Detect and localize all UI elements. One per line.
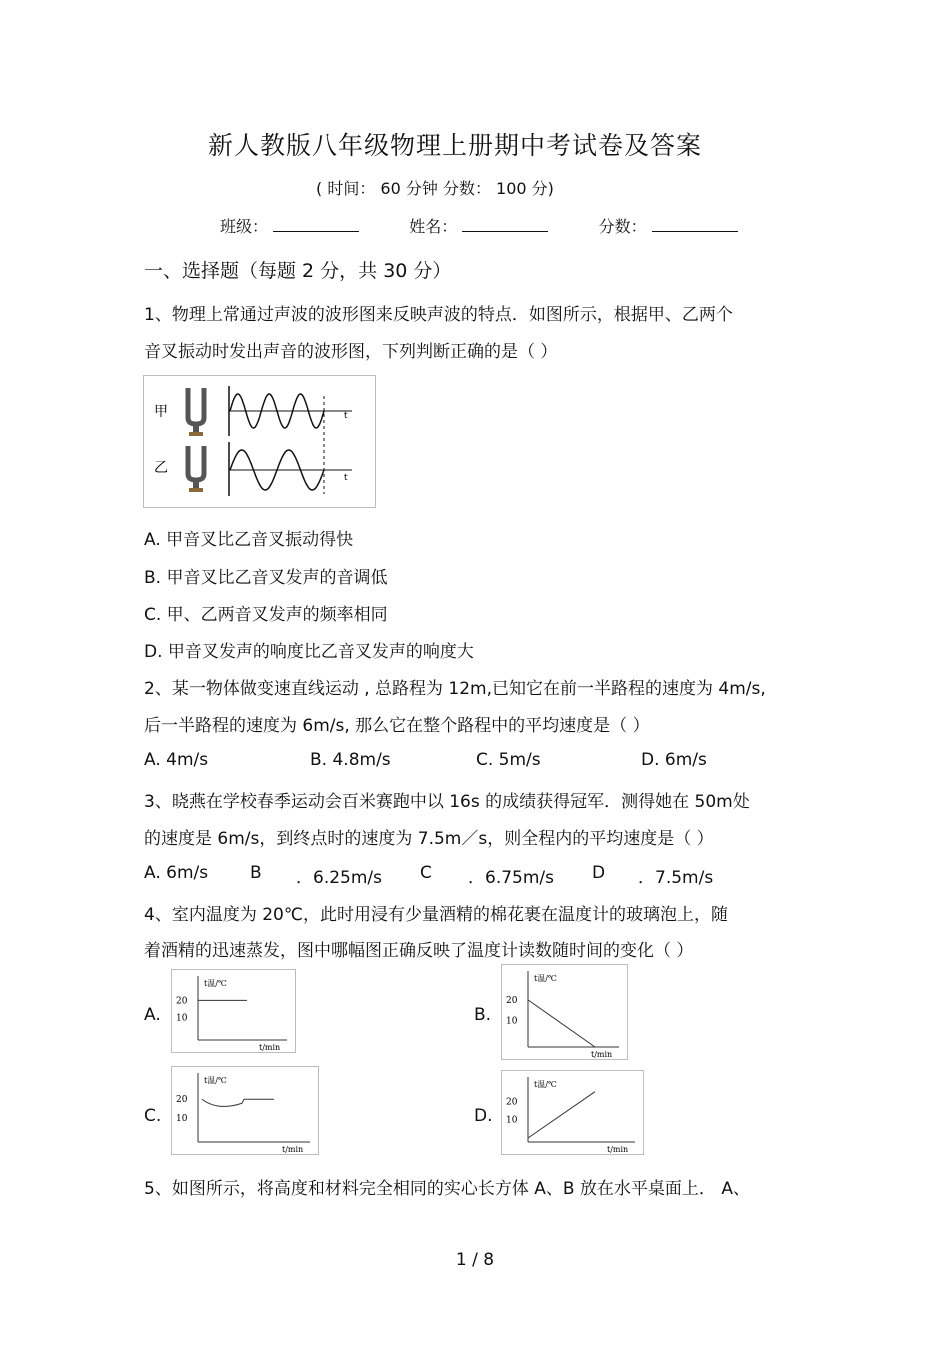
q3-option-b-value[interactable]: ．6.25m/s (296, 868, 382, 888)
temperature-curve (202, 1099, 274, 1106)
tick-20: 20 (506, 1097, 518, 1108)
y-axis-label: t温/℃ (534, 974, 557, 983)
question-5-line-1: 5、如图所示，将高度和材料完全相同的实心长方体 A、B 放在水平桌面上． A、 (144, 1179, 750, 1199)
x-axis-label: t/min (607, 1145, 629, 1154)
tick-20: 20 (176, 996, 188, 1007)
q2-option-c[interactable]: C. 5m/s (476, 750, 541, 770)
name-blank[interactable] (462, 217, 548, 232)
x-axis-label: t/min (282, 1145, 304, 1154)
svg-text:t: t (344, 473, 348, 483)
q2-option-b[interactable]: B. 4.8m/s (310, 750, 391, 770)
q4-option-c-label[interactable]: C. (144, 1106, 162, 1126)
tick-20: 20 (176, 1095, 188, 1106)
question-2-line-2: 后一半路程的速度为 6m/s, 那么它在整个路程中的平均速度是（ ） (144, 716, 650, 736)
score-blank[interactable] (652, 217, 738, 232)
class-blank[interactable] (273, 217, 359, 232)
tuning-fork-waveform-figure (143, 375, 376, 508)
q3-option-b-letter[interactable]: B (250, 863, 262, 883)
q3-option-c-letter[interactable]: C (420, 863, 432, 883)
q4-option-b-label[interactable]: B. (474, 1005, 492, 1025)
q4-graph-b[interactable] (501, 964, 628, 1060)
page-title: 新人教版八年级物理上册期中考试卷及答案 (207, 131, 702, 160)
temperature-curve (528, 1092, 595, 1138)
svg-text:t: t (344, 411, 348, 421)
q3-option-c-value[interactable]: ．6.75m/s (468, 868, 554, 888)
q3-option-d-value[interactable]: ．7.5m/s (638, 868, 714, 888)
tuning-fork-icon (188, 388, 204, 436)
student-info-row (220, 214, 738, 237)
q1-option-d[interactable]: D. 甲音叉发声的响度比乙音叉发声的响度大 (144, 642, 474, 662)
q4-graph-c[interactable] (171, 1066, 319, 1155)
q1-option-b[interactable]: B. 甲音叉比乙音叉发声的音调低 (144, 568, 388, 588)
q1-option-a[interactable]: A. 甲音叉比乙音叉振动得快 (144, 530, 354, 550)
page-number: 1 / 8 (455, 1250, 495, 1270)
q4-graph-d[interactable] (501, 1070, 644, 1155)
class-label: 班级： (220, 217, 269, 236)
tick-10: 10 (176, 1113, 188, 1124)
question-3-line-2: 的速度是 6m/s，到终点时的速度为 7.5m／s，则全程内的平均速度是（ ） (144, 829, 714, 849)
label-jia: 甲 (154, 404, 168, 420)
q1-option-c[interactable]: C. 甲、乙两音叉发声的频率相同 (144, 605, 388, 625)
exam-info: ( 时间： 60 分钟 分数： 100 分) (316, 179, 554, 198)
temperature-curve (528, 1000, 595, 1047)
tick-10: 10 (506, 1115, 518, 1126)
tick-10: 10 (506, 1016, 518, 1027)
q4-option-d-label[interactable]: D. (474, 1106, 493, 1126)
question-4-line-2: 着酒精的迅速蒸发，图中哪幅图正确反映了温度计读数随时间的变化（ ） (144, 941, 694, 961)
question-4-line-1: 4、室内温度为 20℃，此时用浸有少量酒精的棉花裹在温度计的玻璃泡上，随 (144, 905, 728, 925)
label-yi: 乙 (154, 460, 168, 476)
tick-10: 10 (176, 1013, 188, 1024)
y-axis-label: t温/℃ (534, 1080, 557, 1089)
x-axis-label: t/min (259, 1043, 281, 1052)
q2-option-d[interactable]: D. 6m/s (641, 750, 707, 770)
y-axis-label: t温/℃ (204, 1076, 227, 1085)
name-label: 姓名： (409, 217, 458, 236)
tick-20: 20 (506, 995, 518, 1006)
y-axis-label: t温/℃ (204, 979, 227, 988)
question-3-line-1: 3、晓燕在学校春季运动会百米赛跑中以 16s 的成绩获得冠军．测得她在 50m处 (144, 792, 750, 812)
x-axis-label: t/min (591, 1050, 613, 1059)
q3-option-d-letter[interactable]: D (592, 863, 606, 883)
score-label: 分数： (598, 217, 647, 236)
question-2-line-1: 2、某一物体做变速直线运动 , 总路程为 12m,已知它在前一半路程的速度为 4m/s, (144, 679, 766, 699)
q4-option-a-label[interactable]: A. (144, 1005, 161, 1025)
question-1-line-2: 音叉振动时发出声音的波形图，下列判断正确的是（ ） (144, 342, 558, 362)
tuning-fork-icon (188, 446, 204, 492)
q4-graph-a[interactable] (171, 969, 296, 1053)
q2-option-a[interactable]: A. 4m/s (144, 750, 209, 770)
q3-option-a[interactable]: A. 6m/s (144, 863, 209, 883)
question-1-line-1: 1、物理上常通过声波的波形图来反映声波的特点．如图所示，根据甲、乙两个 (144, 305, 733, 325)
section-heading: 一、选择题（每题 2 分，共 30 分） (144, 260, 452, 282)
